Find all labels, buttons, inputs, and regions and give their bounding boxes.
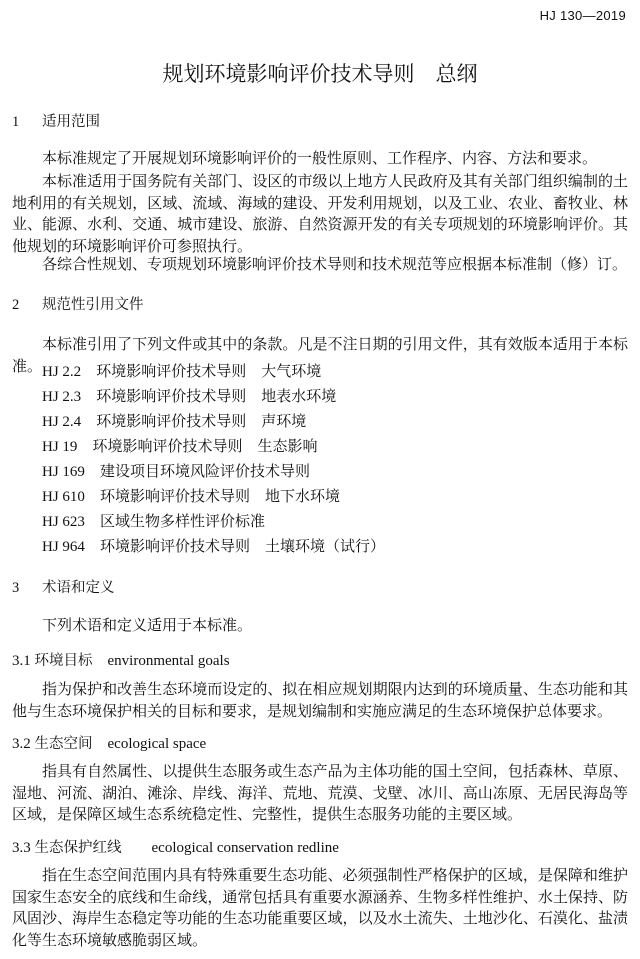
- section-3-heading: [12, 576, 115, 597]
- reference-title: 环境影响评价技术导则 生态影响: [92, 439, 318, 455]
- term-number: 3.2: [12, 736, 31, 752]
- reference-item: [42, 410, 306, 431]
- term-definition: 指在生态空间范围内具有特殊重要生态功能、必须强制性严格保护的区域，是保障和维护国家生态安全的底线和生命线，通常包括具有重要水源涵养、生物多样性维护、水土保持、防风固沙、海岸生态稳定等功能的生态功能重要区域，以及水土流失、土地沙化、石漠化、盐渍化等生态环境敏感脆弱区域。: [12, 868, 628, 949]
- reference-title: 环境影响评价技术导则 地表水环境: [96, 389, 337, 405]
- reference-code: HJ 623: [42, 514, 85, 530]
- section-1-heading: [12, 110, 100, 131]
- section-title: 规范性引用文件: [42, 297, 144, 313]
- reference-title: 环境影响评价技术导则 大气环境: [96, 364, 322, 380]
- term-definition: 指具有自然属性、以提供生态服务或生态产品为主体功能的国土空间，包括森林、草原、湿地、河流、湖泊、滩涂、岸线、海洋、荒地、荒漠、戈壁、冰川、高山冻原、无居民海岛等区域，是保障区域生态系统稳定性、完整性，提供生态服务功能的主要区域。: [12, 764, 628, 823]
- paragraph: 本标准规定了开展规划环境影响评价的一般性原则、工作程序、内容、方法和要求。: [42, 151, 598, 167]
- reference-code: HJ 964: [42, 539, 85, 555]
- paragraph: 本标准适用于国务院有关部门、设区的市级以上地方人民政府及其有关部门组织编制的土地利用的有关规划，区域、流域、海域的建设、开发利用规划，以及工业、农业、畜牧业、林业、能源、水利、交通、城市建设、旅游、自然资源开发的有关专项规划的环境影响评价。其他规划的环境影响评价可参照执行。: [12, 174, 628, 255]
- paragraph: 本标准引用了下列文件或其中的条款。凡是不注日期的引用文件，其有效版本适用于本标准。: [12, 337, 628, 375]
- section-number: 1: [12, 114, 20, 130]
- paragraph: 下列术语和定义适用于本标准。: [42, 618, 253, 634]
- section-title: 适用范围: [42, 114, 100, 130]
- reference-item: [42, 485, 340, 506]
- section-number: 3: [12, 580, 20, 596]
- term-english: environmental goals: [107, 653, 230, 669]
- reference-code: HJ 610: [42, 489, 85, 505]
- reference-item: [42, 435, 317, 456]
- term-heading: [12, 649, 230, 670]
- document-title: 规划环境影响评价技术导则 总纲: [162, 62, 478, 86]
- section-title: 术语和定义: [42, 580, 115, 596]
- reference-title: 环境影响评价技术导则 声环境: [96, 414, 307, 430]
- term-heading: [12, 732, 206, 753]
- reference-item: [42, 385, 336, 406]
- term-number: 3.3: [12, 840, 31, 856]
- term-name: 生态空间: [34, 736, 93, 752]
- reference-item: [42, 460, 310, 481]
- term-definition: 指为保护和改善生态环境而设定的、拟在相应规划期限内达到的环境质量、生态功能和其他与生态环境保护相关的目标和要求，是规划编制和实施应满足的生态环境保护总体要求。: [12, 682, 628, 720]
- reference-item: [42, 360, 321, 381]
- section-number: 2: [12, 297, 20, 313]
- paragraph: 各综合性规划、专项规划环境影响评价技术导则和技术规范等应根据本标准制（修）订。: [42, 257, 628, 273]
- term-heading: [12, 836, 339, 857]
- reference-code: HJ 2.3: [42, 389, 82, 405]
- reference-title: 区域生物多样性评价标准: [99, 514, 265, 530]
- term-english: ecological space: [107, 736, 207, 752]
- reference-code: HJ 169: [42, 464, 85, 480]
- reference-code: HJ 2.4: [42, 414, 82, 430]
- reference-item: [42, 510, 265, 531]
- standard-code: HJ 130—2019: [539, 8, 626, 23]
- term-name: 环境目标: [34, 653, 93, 669]
- reference-code: HJ 2.2: [42, 364, 82, 380]
- term-number: 3.1: [12, 653, 31, 669]
- reference-item: [42, 535, 385, 556]
- reference-title: 建设项目环境风险评价技术导则: [99, 464, 310, 480]
- term-name: 生态保护红线: [34, 840, 122, 856]
- reference-title: 环境影响评价技术导则 地下水环境: [99, 489, 340, 505]
- reference-code: HJ 19: [42, 439, 78, 455]
- term-english: ecological conservation redline: [151, 840, 339, 856]
- section-2-heading: [12, 293, 144, 314]
- reference-title: 环境影响评价技术导则 土壤环境（试行）: [99, 539, 385, 555]
